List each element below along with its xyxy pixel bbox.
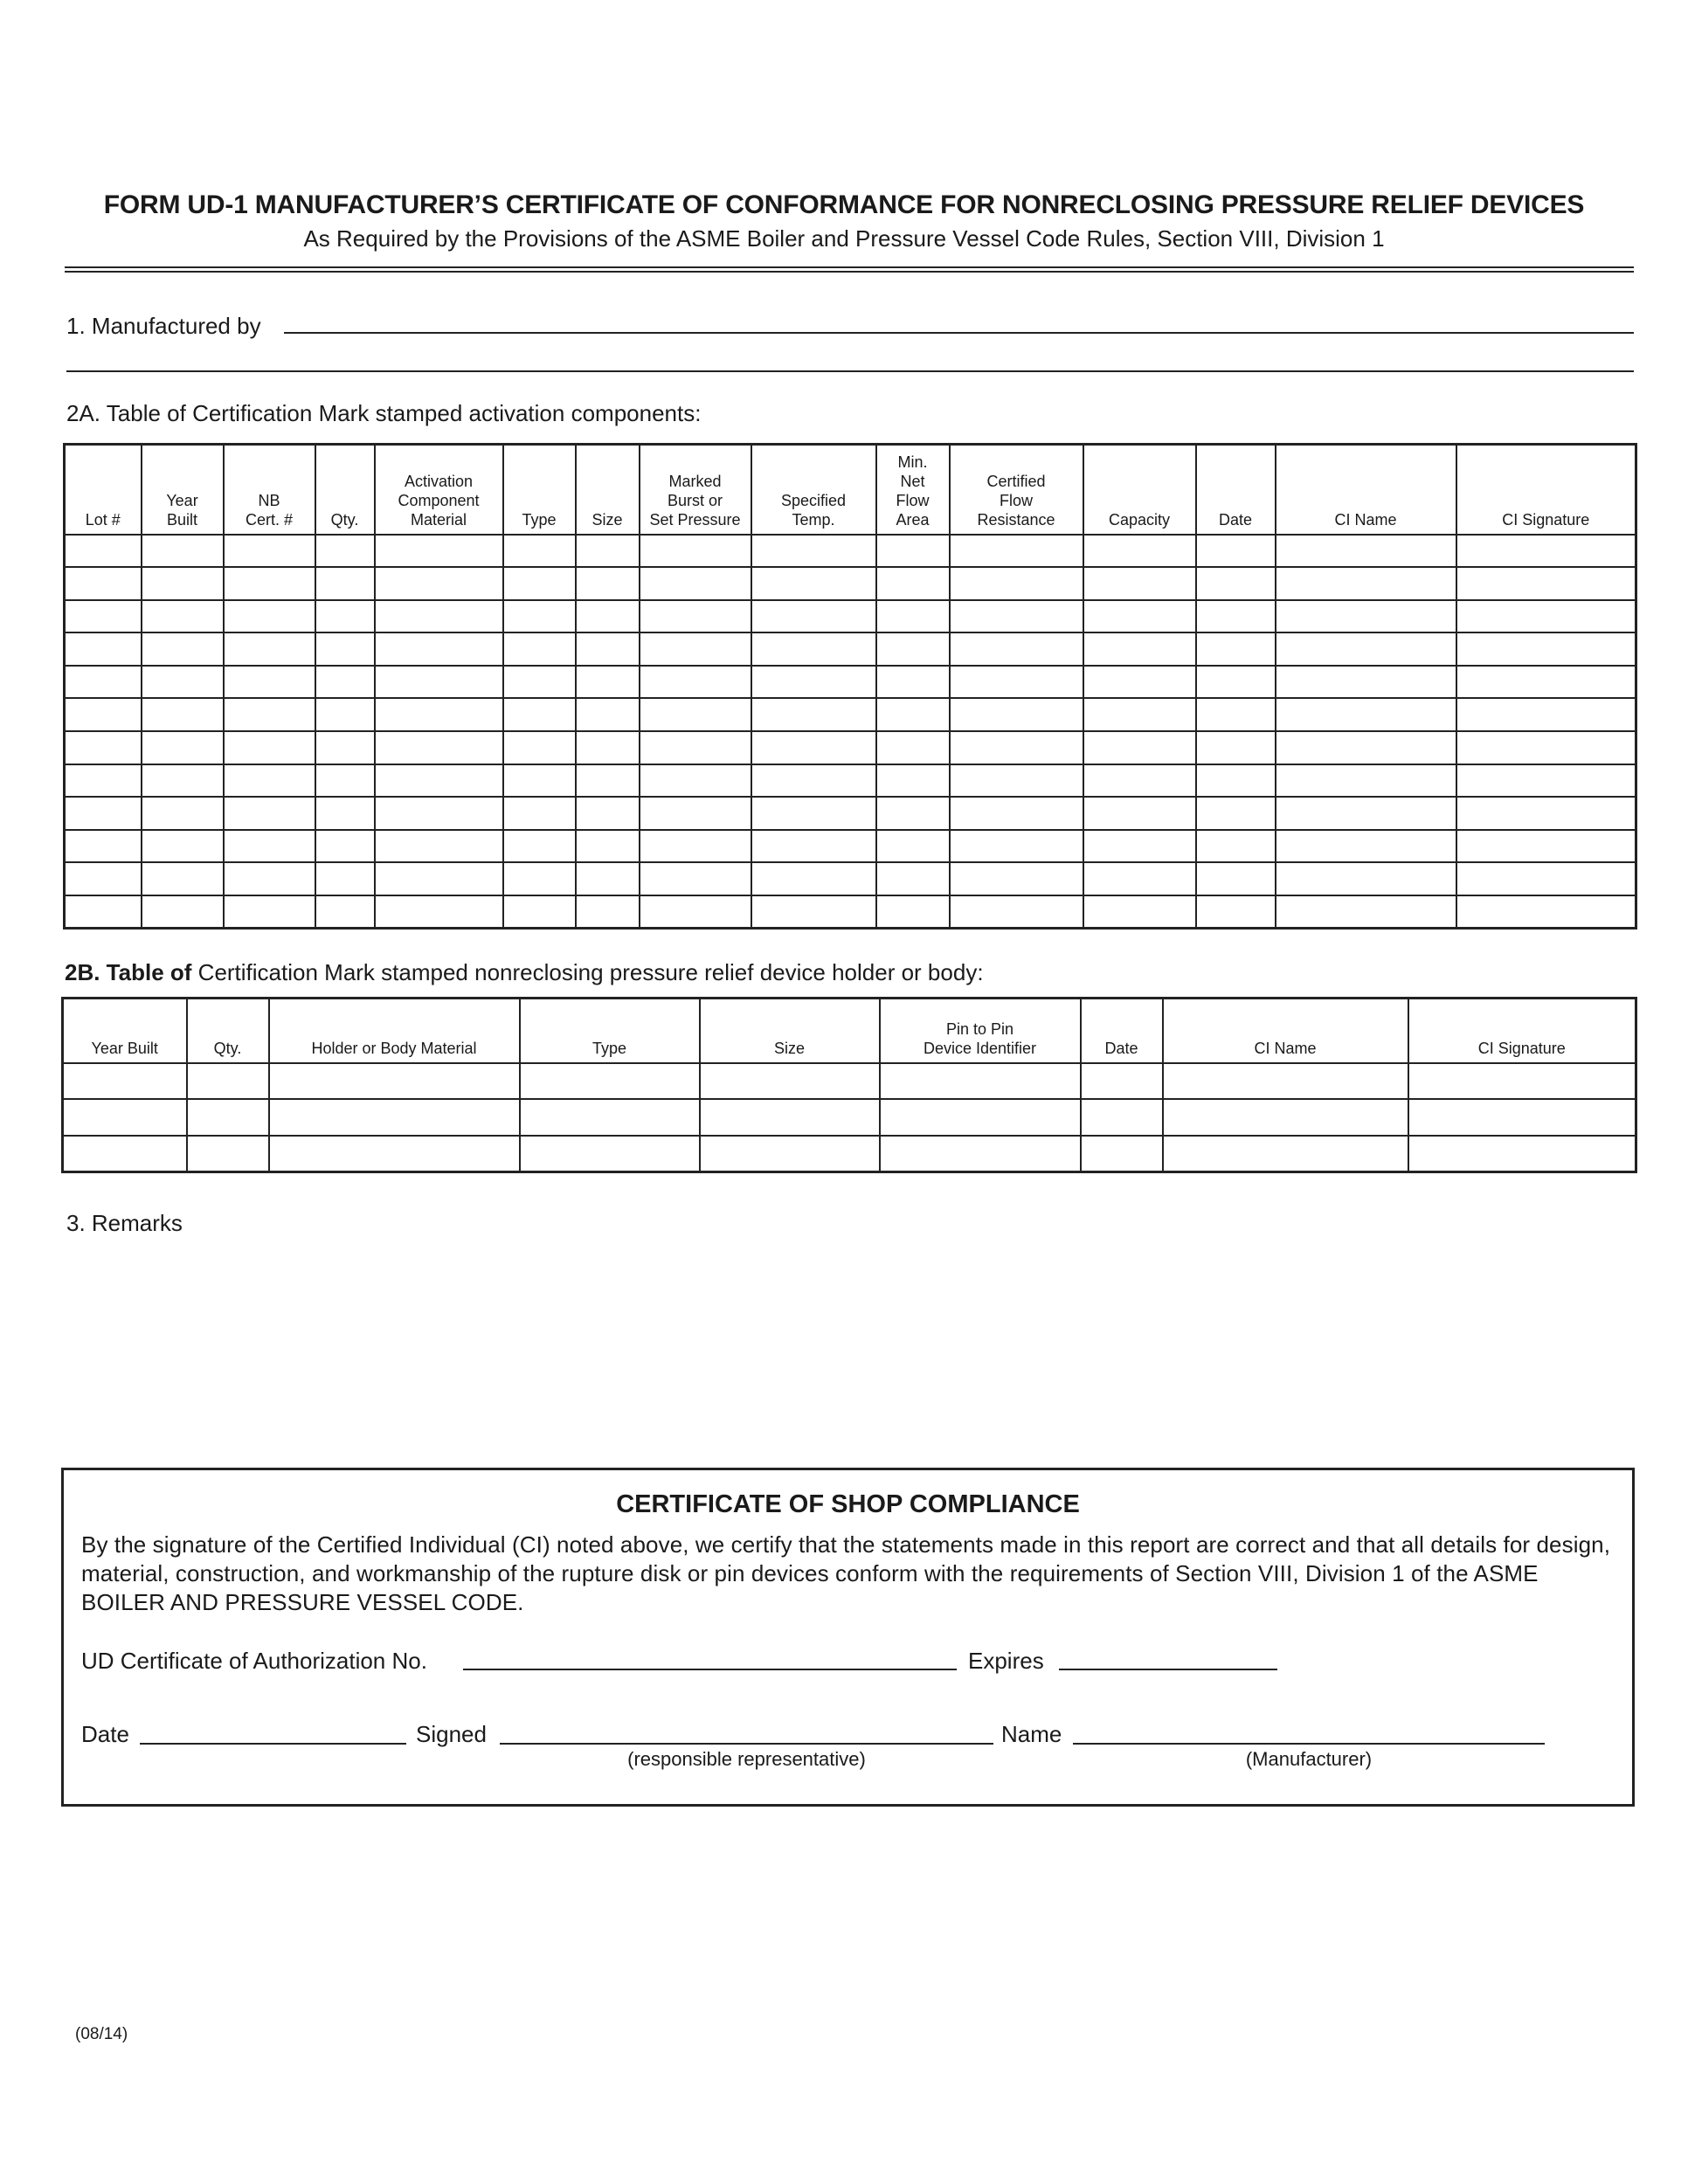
table-cell[interactable] [640,666,751,699]
table-cell[interactable] [65,535,142,568]
t2a-header-0: Lot # [65,445,142,535]
t2a-header-13: CI Name [1276,445,1456,535]
table-cell[interactable] [1276,535,1456,568]
table-cell[interactable] [1196,731,1276,764]
t2b-header-5: Pin to Pin Device Identifier [880,999,1081,1063]
table-cell[interactable] [315,862,375,895]
table-cell[interactable] [1083,895,1196,929]
table-cell[interactable] [640,600,751,633]
signed-field[interactable] [500,1743,993,1745]
table-cell[interactable] [876,862,950,895]
table-cell[interactable] [1276,797,1456,830]
t2b-header-3: Type [520,999,700,1063]
table-row [65,830,1636,863]
table-cell[interactable] [1196,535,1276,568]
table-row [63,1099,1636,1136]
table-row [65,797,1636,830]
table-cell[interactable] [503,535,576,568]
table-cell[interactable] [269,1063,520,1100]
table-cell[interactable] [315,698,375,731]
table-cell[interactable] [1456,632,1636,666]
table-cell[interactable] [65,862,142,895]
table-cell[interactable] [65,632,142,666]
table-cell[interactable] [1456,698,1636,731]
table-cell[interactable] [63,1099,187,1136]
table-row [65,731,1636,764]
table-cell[interactable] [950,632,1083,666]
table-cell[interactable] [65,797,142,830]
table-cell[interactable] [503,698,576,731]
table-row [65,895,1636,929]
table-cell[interactable] [1083,764,1196,798]
signed-caption: (responsible representative) [627,1748,866,1770]
table-cell[interactable] [315,567,375,600]
date-field[interactable] [140,1743,406,1745]
table-row [65,666,1636,699]
table-cell[interactable] [576,666,640,699]
name-field[interactable] [1073,1743,1545,1745]
table-cell[interactable] [576,862,640,895]
table-cell[interactable] [1456,895,1636,929]
table-row [63,1063,1636,1100]
t2a-header-14: CI Signature [1456,445,1636,535]
table-cell[interactable] [503,862,576,895]
table-cell[interactable] [700,1099,880,1136]
table-cell[interactable] [142,666,224,699]
table-2a-label: 2A. Table of Certification Mark stamped activation components: [66,400,702,426]
table-cell[interactable] [142,731,224,764]
t2a-header-8: Specified Temp. [751,445,876,535]
table-cell[interactable] [375,862,503,895]
form-subtitle: As Required by the Provisions of the ASME Boiler and Pressure Vessel Code Rules, Section VIII, Division 1 [303,225,1385,252]
table-cell[interactable] [751,862,876,895]
table-cell[interactable] [700,1136,880,1172]
table-cell[interactable] [751,567,876,600]
table-cell[interactable] [503,632,576,666]
table-cell[interactable] [65,764,142,798]
table-cell[interactable] [1163,1099,1408,1136]
table-cell[interactable] [1456,600,1636,633]
table-cell[interactable] [1083,731,1196,764]
table-cell[interactable] [576,764,640,798]
table-cell[interactable] [520,1099,700,1136]
table-cell[interactable] [876,797,950,830]
table-cell[interactable] [142,600,224,633]
table-row [63,1136,1636,1172]
table-cell[interactable] [876,535,950,568]
table-cell[interactable] [1081,1136,1163,1172]
t2b-header-0: Year Built [63,999,187,1063]
table-cell[interactable] [315,731,375,764]
table-cell[interactable] [375,567,503,600]
table-cell[interactable] [576,600,640,633]
table-row [65,764,1636,798]
name-label: Name [1001,1721,1062,1747]
table-cell[interactable] [1456,830,1636,863]
table-cell[interactable] [950,731,1083,764]
table-cell[interactable] [142,862,224,895]
authorization-label: UD Certificate of Authorization No. [81,1648,427,1674]
table-cell[interactable] [640,895,751,929]
table-cell[interactable] [576,895,640,929]
table-cell[interactable] [576,797,640,830]
table-cell[interactable] [1163,1136,1408,1172]
table-row [65,535,1636,568]
table-row [65,862,1636,895]
table-cell[interactable] [1276,567,1456,600]
table-cell[interactable] [1276,764,1456,798]
table-cell[interactable] [65,600,142,633]
table-cell[interactable] [315,535,375,568]
table-cell[interactable] [63,1063,187,1100]
table-cell[interactable] [1456,764,1636,798]
table-cell[interactable] [950,535,1083,568]
table-cell[interactable] [950,862,1083,895]
signed-label: Signed [416,1721,487,1747]
table-cell[interactable] [503,764,576,798]
table-cell[interactable] [1276,862,1456,895]
table-row [65,698,1636,731]
table-cell[interactable] [503,797,576,830]
table-cell[interactable] [224,830,315,863]
authorization-number-field[interactable] [463,1669,957,1670]
table-cell[interactable] [142,895,224,929]
table-cell[interactable] [640,862,751,895]
table-cell[interactable] [751,600,876,633]
table-cell[interactable] [751,797,876,830]
table-cell[interactable] [224,632,315,666]
table-cell[interactable] [375,698,503,731]
table-cell[interactable] [375,797,503,830]
t2b-header-7: CI Name [1163,999,1408,1063]
table-cell[interactable] [1083,535,1196,568]
table-cell[interactable] [1083,600,1196,633]
table-cell[interactable] [1456,666,1636,699]
table-cell[interactable] [520,1063,700,1100]
t2a-header-10: Certified Flow Resistance [950,445,1083,535]
table-cell[interactable] [1276,632,1456,666]
table-cell[interactable] [751,830,876,863]
table-cell[interactable] [880,1136,1081,1172]
table-cell[interactable] [142,797,224,830]
table-cell[interactable] [576,731,640,764]
table-2b-label-bold: 2B. Table of [65,959,192,985]
table-cell[interactable] [751,632,876,666]
manufactured-by-field-line2[interactable] [66,370,1634,372]
table-row [65,567,1636,600]
table-cell[interactable] [1083,830,1196,863]
table-cell[interactable] [876,567,950,600]
t2a-header-5: Type [503,445,576,535]
table-cell[interactable] [1456,567,1636,600]
t2a-header-1: Year Built [142,445,224,535]
expires-label: Expires [968,1648,1044,1674]
table-cell[interactable] [375,764,503,798]
t2a-header-11: Capacity [1083,445,1196,535]
table-cell[interactable] [751,895,876,929]
table-cell[interactable] [640,797,751,830]
table-cell[interactable] [224,698,315,731]
t2b-header-4: Size [700,999,880,1063]
table-cell[interactable] [576,535,640,568]
table-cell[interactable] [876,731,950,764]
table-cell[interactable] [640,764,751,798]
t2a-header-9: Min. Net Flow Area [876,445,950,535]
table-cell[interactable] [503,731,576,764]
table-cell[interactable] [65,698,142,731]
table-cell[interactable] [700,1063,880,1100]
table-cell[interactable] [1276,731,1456,764]
table-cell[interactable] [950,830,1083,863]
t2a-header-4: Activation Component Material [375,445,503,535]
table-cell[interactable] [142,764,224,798]
table-cell[interactable] [315,632,375,666]
table-cell[interactable] [375,632,503,666]
table-cell[interactable] [1456,535,1636,568]
remarks-field[interactable] [66,1245,1634,1446]
certificate-statement: By the signature of the Certified Individual (CI) noted above, we certify that the statements made in this report are correct and that all details for design, material, construction, and workmanship of the rupture disk or pin devices conform with the requirements of Section VIII, Division 1 of the ASME BOILER AND PRESSURE VESSEL CODE. [81,1531,1611,1615]
table-cell[interactable] [576,567,640,600]
table-cell[interactable] [1196,862,1276,895]
certificate-title: CERTIFICATE OF SHOP COMPLIANCE [616,1490,1080,1518]
table-cell[interactable] [375,830,503,863]
table-cell[interactable] [1196,830,1276,863]
t2a-header-3: Qty. [315,445,375,535]
table-cell[interactable] [880,1063,1081,1100]
table-cell[interactable] [65,731,142,764]
holder-body-table [61,997,1637,1173]
table-cell[interactable] [375,731,503,764]
table-cell[interactable] [224,895,315,929]
table-cell[interactable] [142,632,224,666]
table-cell[interactable] [375,895,503,929]
table-cell[interactable] [315,797,375,830]
table-cell[interactable] [375,666,503,699]
table-cell[interactable] [187,1063,269,1100]
table-cell[interactable] [640,535,751,568]
table-cell[interactable] [950,600,1083,633]
form-title: FORM UD-1 MANUFACTURER’S CERTIFICATE OF CONFORMANCE FOR NONRECLOSING PRESSURE RELIEF DEVICES [103,190,1585,219]
table-cell[interactable] [1456,731,1636,764]
table-cell[interactable] [503,830,576,863]
table-cell[interactable] [269,1099,520,1136]
table-cell[interactable] [224,731,315,764]
table-cell[interactable] [950,797,1083,830]
activation-components-table [63,443,1637,930]
table-cell[interactable] [640,698,751,731]
table-cell[interactable] [65,830,142,863]
table-cell[interactable] [751,764,876,798]
table-cell[interactable] [315,666,375,699]
table-cell[interactable] [876,895,950,929]
remarks-label: 3. Remarks [66,1210,183,1236]
table-cell[interactable] [65,895,142,929]
table-cell[interactable] [65,666,142,699]
t2b-header-1: Qty. [187,999,269,1063]
table-cell[interactable] [576,698,640,731]
table-cell[interactable] [1083,666,1196,699]
table-cell[interactable] [315,830,375,863]
table-cell[interactable] [640,632,751,666]
t2a-header-7: Marked Burst or Set Pressure [640,445,751,535]
name-caption: (Manufacturer) [1245,1748,1373,1770]
table-cell[interactable] [315,600,375,633]
table-cell[interactable] [142,535,224,568]
table-cell[interactable] [142,698,224,731]
table-row [65,600,1636,633]
table-cell[interactable] [63,1136,187,1172]
table-cell[interactable] [1196,567,1276,600]
table-cell[interactable] [224,764,315,798]
manufactured-by-label: 1. Manufactured by [66,313,261,339]
table-cell[interactable] [640,830,751,863]
table-cell[interactable] [751,698,876,731]
table-cell[interactable] [503,666,576,699]
table-cell[interactable] [576,632,640,666]
table-cell[interactable] [1081,1099,1163,1136]
table-cell[interactable] [576,830,640,863]
table-cell[interactable] [520,1136,700,1172]
t2a-header-2: NB Cert. # [224,445,315,535]
manufactured-by-field[interactable] [284,332,1634,334]
table-cell[interactable] [1083,698,1196,731]
expires-field[interactable] [1059,1669,1277,1670]
table-cell[interactable] [950,764,1083,798]
table-cell[interactable] [1408,1136,1636,1172]
table-cell[interactable] [503,567,576,600]
table-cell[interactable] [142,830,224,863]
table-cell[interactable] [224,535,315,568]
table-cell[interactable] [375,600,503,633]
table-cell[interactable] [950,567,1083,600]
table-cell[interactable] [1276,698,1456,731]
table-cell[interactable] [950,698,1083,731]
table-cell[interactable] [1083,862,1196,895]
table-cell[interactable] [876,632,950,666]
header-divider [65,266,1634,273]
table-cell[interactable] [1163,1063,1408,1100]
table-cell[interactable] [1083,797,1196,830]
table-cell[interactable] [876,830,950,863]
table-cell[interactable] [142,567,224,600]
table-cell[interactable] [1196,698,1276,731]
table-cell[interactable] [224,862,315,895]
table-cell[interactable] [1276,830,1456,863]
table-cell[interactable] [224,666,315,699]
table-cell[interactable] [315,764,375,798]
table-cell[interactable] [1196,666,1276,699]
table-cell[interactable] [503,895,576,929]
table-cell[interactable] [1276,666,1456,699]
table-cell[interactable] [751,731,876,764]
table-cell[interactable] [269,1136,520,1172]
table-cell[interactable] [224,567,315,600]
table-cell[interactable] [876,764,950,798]
t2b-header-6: Date [1081,999,1163,1063]
table-cell[interactable] [1083,567,1196,600]
table-row [65,632,1636,666]
table-cell[interactable] [187,1099,269,1136]
t2b-header-2: Holder or Body Material [269,999,520,1063]
table-cell[interactable] [1196,895,1276,929]
table-cell[interactable] [640,731,751,764]
t2a-header-12: Date [1196,445,1276,535]
table-cell[interactable] [315,895,375,929]
table-cell[interactable] [880,1099,1081,1136]
table-cell[interactable] [751,666,876,699]
table-cell[interactable] [65,567,142,600]
table-cell[interactable] [950,666,1083,699]
table-cell[interactable] [1456,862,1636,895]
t2b-header-8: CI Signature [1408,999,1636,1063]
revision-date: (08/14) [75,2025,128,2043]
table-cell[interactable] [950,895,1083,929]
table-cell[interactable] [1276,600,1456,633]
table-cell[interactable] [1196,600,1276,633]
table-2b-label-rest: Certification Mark stamped nonreclosing pressure relief device holder or body: [191,959,984,985]
table-cell[interactable] [751,535,876,568]
table-cell[interactable] [876,666,950,699]
table-cell[interactable] [1081,1063,1163,1100]
table-cell[interactable] [1083,632,1196,666]
table-cell[interactable] [1196,632,1276,666]
table-cell[interactable] [1456,797,1636,830]
table-cell[interactable] [224,600,315,633]
table-cell[interactable] [1196,764,1276,798]
table-cell[interactable] [224,797,315,830]
table-cell[interactable] [1196,797,1276,830]
table-cell[interactable] [1408,1099,1636,1136]
table-cell[interactable] [876,698,950,731]
table-cell[interactable] [640,567,751,600]
table-cell[interactable] [1276,895,1456,929]
table-cell[interactable] [187,1136,269,1172]
table-cell[interactable] [503,600,576,633]
table-2b-label [65,959,984,986]
date-label: Date [81,1721,129,1747]
table-cell[interactable] [375,535,503,568]
table-cell[interactable] [876,600,950,633]
t2a-header-6: Size [576,445,640,535]
table-cell[interactable] [1408,1063,1636,1100]
